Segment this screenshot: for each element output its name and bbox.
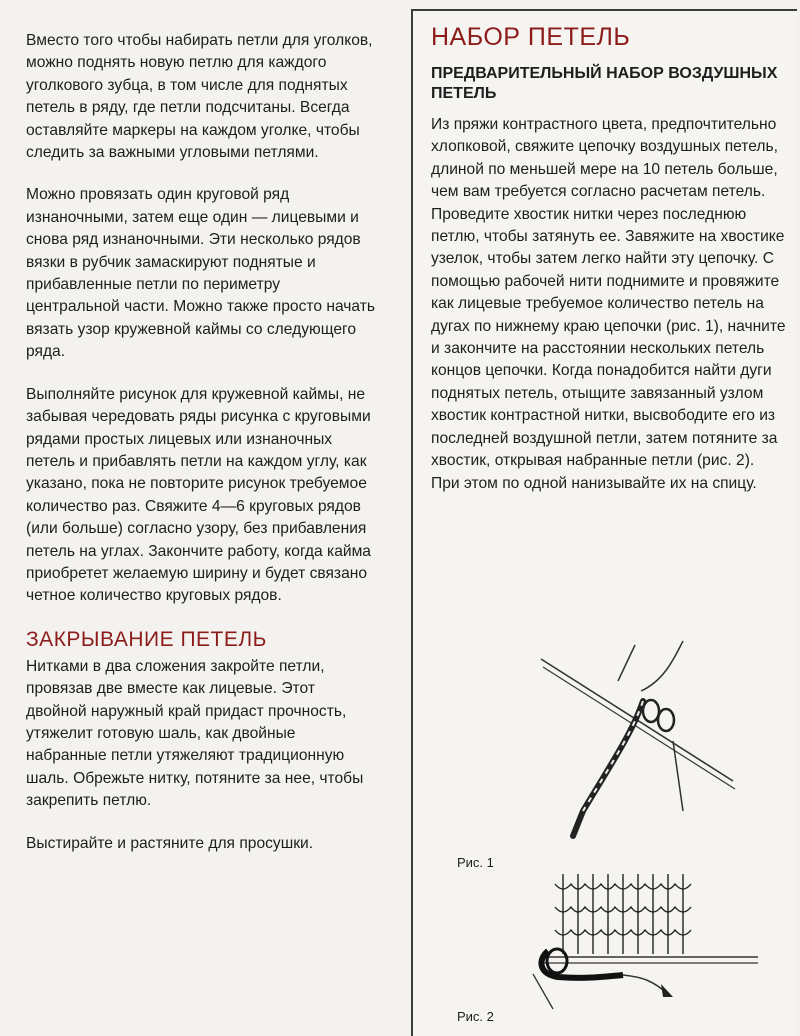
- chain-stitches: [573, 701, 643, 836]
- yarn-strand: [641, 641, 683, 691]
- stitch-loop: [658, 709, 674, 731]
- paragraph-wash-block: Выстирайте и растяните для просушки.: [26, 834, 314, 852]
- figure-1-illustration: [523, 621, 753, 841]
- needle-line: [543, 667, 735, 789]
- figure-2-illustration: [523, 869, 763, 1019]
- chain-loop: [547, 949, 567, 973]
- knitted-fabric: [555, 874, 691, 954]
- sidebar-body: Из пряжи контрастного цвета, предпочтительно хлопковой, свяжите цепочку воздушных петель, длиной по меньшей мере на 10 петель больше, чем вам требуется согласно расчетам петель. Проведите хвостик нитки через последнюю петлю, чтобы затянуть ее. Завяжите на хвостике узелок, чтобы затем легко найти эту цепочку. С помощью рабочей нити поднимите и провяжите как лицевые требуемое количество петель на дугах по нижнему краю цепочки (рис. 1), начните и закончите на расстоянии нескольких петель концов цепочки. Когда понадобится найти дуги поднятых петель, отыщите завязанный узлом хвостик контрастной нитки, высвободите его из последней воздушной петли, затем потяните за хвостик, открывая набранные петли (рис. 2). При этом по одной нанизывайте их на спицу.: [431, 116, 786, 492]
- yarn-strand: [618, 645, 635, 681]
- sidebar-subtitle: ПРЕДВАРИТЕЛЬНЫЙ НАБОР ВОЗДУШНЫХ ПЕТЕЛЬ: [431, 65, 778, 102]
- yarn-tail: [673, 741, 683, 811]
- figure-1-caption: Рис. 1: [457, 855, 494, 870]
- yarn-strand: [533, 974, 553, 1009]
- stitch-loop: [643, 700, 659, 722]
- section-title-binding-off: ЗАКРЫВАНИЕ ПЕТЕЛЬ: [26, 627, 267, 651]
- paragraph-lace-border: Выполняйте рисунок для кружевной каймы, не забывая чередовать ряды рисунка с круговыми рядами простых лицевых или изнаночных петель и прибавлять петли на каждом углу, как указано, пока не повторите рисунок требуемое количество раз. Свяжите 4—6 круговых рядов (или больше) согласно узору, без прибавления петель на углах. Закончите работу, когда кайма приобретет желаемую ширину и будет связано четное количество круговых рядов.: [26, 385, 371, 605]
- paragraph-garter-rows: Можно провязать один круговой ряд изнаночными, затем еще один — лицевыми и снова ряд изнаночными. Эти несколько рядов вязки в рубчик замаскируют поднятые и прибавленные петли по периметру центральной части. Можно также просто начать вязать узор кружевной каймы со следующего ряда.: [26, 186, 376, 361]
- paragraph-corners: Вместо того чтобы набирать петли для уголков, можно поднять новую петлю для каждого уголкового зубца, в том числе для поднятых петель в ряду, где петли подсчитаны. Всегда оставляйте маркеры на каждом уголке, чтобы следить за важными угловыми петлями.: [26, 32, 373, 162]
- arrow-icon: [661, 984, 673, 997]
- paragraph-bind-off: Нитками в два сложения закройте петли, провязав две вместе как лицевые. Этот двойной наружный край придаст прочность, утяжелит готовую шаль, как двойные набранные петли утяжеляют традиционную шаль. Обрежьте нитку, потяните за нее, чтобы закрепить петлю.: [26, 657, 364, 810]
- figure-2-caption: Рис. 2: [457, 1009, 494, 1024]
- sidebar-box-cast-on: [411, 9, 797, 1036]
- left-column: [26, 30, 378, 875]
- sidebar-title: НАБОР ПЕТЕЛЬ: [431, 23, 631, 51]
